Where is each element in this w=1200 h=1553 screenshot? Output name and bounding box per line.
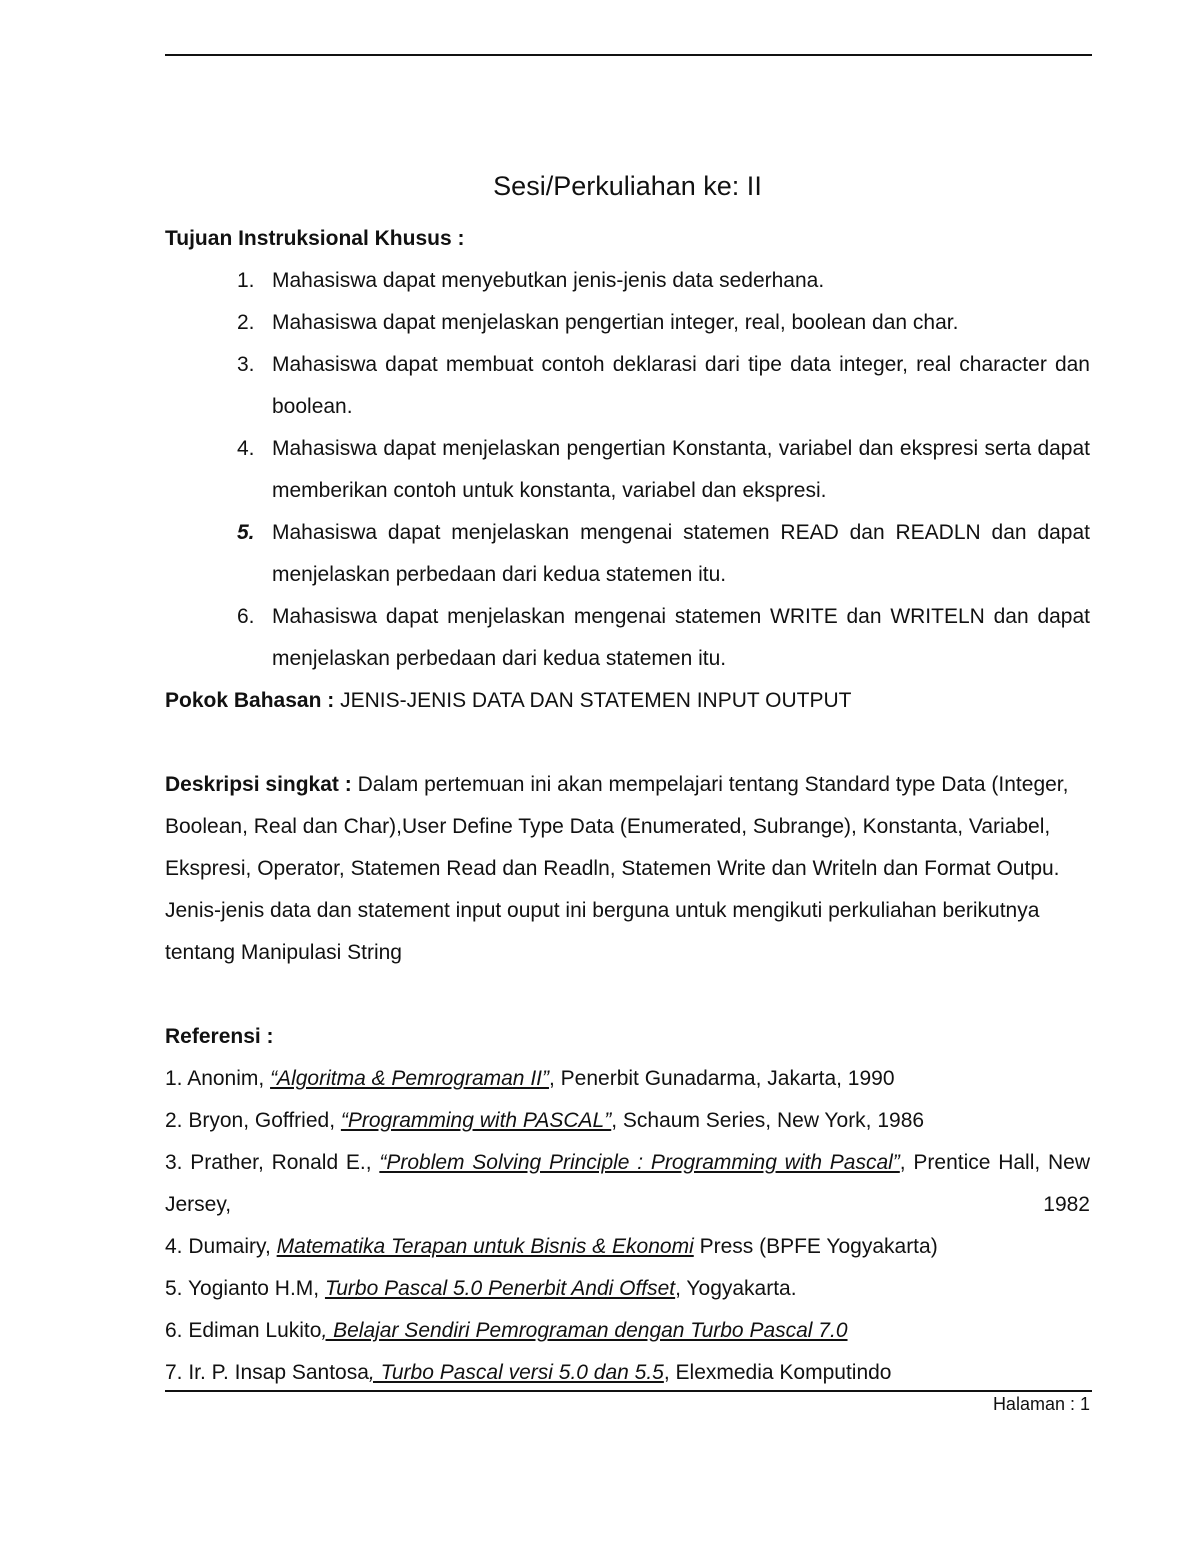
document-page	[165, 166, 1090, 1394]
item-number: 6.	[237, 605, 255, 628]
item-text: Mahasiswa dapat menjelaskan mengenai statemen READ dan READLN dan dapat menjelaskan perbedaan dari kedua statemen itu.	[272, 521, 1090, 586]
reference-author: 3. Prather, Ronald E.,	[165, 1151, 380, 1174]
reference-title: , Turbo Pascal versi 5.0 dan 5.5	[368, 1361, 664, 1384]
reference-publisher: , Schaum Series, New York, 1986	[611, 1109, 925, 1132]
reference-publisher: , Prentice Hall, New Jersey, 1982	[165, 1151, 1090, 1216]
topic-label: Pokok Bahasan :	[165, 689, 335, 712]
reference-author: 1. Anonim,	[165, 1067, 271, 1090]
reference-item	[165, 1226, 1090, 1268]
reference-title: Matematika Terapan untuk Bisnis & Ekonomi	[276, 1235, 694, 1258]
item-number: 3.	[237, 353, 255, 376]
item-text: Mahasiswa dapat menjelaskan mengenai statemen WRITE dan WRITELN dan dapat menjelaskan perbedaan dari kedua statemen itu.	[272, 605, 1090, 670]
reference-item	[165, 1058, 1090, 1100]
footer-rule	[165, 1390, 1092, 1392]
reference-title: “Problem Solving Principle : Programming with Pascal”	[379, 1151, 900, 1174]
reference-publisher: , Yogyakarta.	[675, 1277, 797, 1300]
reference-publisher: , Penerbit Gunadarma, Jakarta, 1990	[548, 1067, 895, 1090]
item-number: 4.	[237, 437, 255, 460]
reference-item	[165, 1352, 1090, 1394]
reference-publisher: , Elexmedia Komputindo	[663, 1361, 892, 1384]
topic-value: JENIS-JENIS DATA DAN STATEMEN INPUT OUTPUT	[334, 689, 852, 712]
reference-author: 4. Dumairy,	[165, 1235, 277, 1258]
reference-item	[165, 1100, 1090, 1142]
list-item	[165, 260, 1090, 302]
reference-author: 2. Bryon, Goffried,	[165, 1109, 341, 1132]
objectives-list	[165, 260, 1090, 680]
reference-title: , Belajar Sendiri Pemrograman dengan Turbo Pascal 7.0	[321, 1319, 848, 1342]
item-text: Mahasiswa dapat menjelaskan pengertian integer, real, boolean dan char.	[272, 311, 959, 334]
references-heading: Referensi :	[165, 1025, 274, 1048]
reference-title: “Algoritma & Pemrograman II”	[270, 1067, 549, 1090]
header-rule	[165, 54, 1092, 56]
reference-author: 7. Ir. P. Insap Santosa	[165, 1361, 369, 1384]
list-item	[165, 512, 1090, 596]
list-item	[165, 596, 1090, 680]
reference-author: 6. Ediman Lukito	[165, 1319, 322, 1342]
reference-author: 5. Yogianto H.M,	[165, 1277, 325, 1300]
reference-item	[165, 1310, 1090, 1352]
list-item	[165, 428, 1090, 512]
reference-item	[165, 1142, 1090, 1226]
list-item	[165, 344, 1090, 428]
reference-item	[165, 1268, 1090, 1310]
description-label: Deskripsi singkat :	[165, 773, 352, 796]
reference-title: Turbo Pascal 5.0 Penerbit Andi Offset	[324, 1277, 676, 1300]
item-text: Mahasiswa dapat membuat contoh deklarasi dari tipe data integer, real character dan boolean.	[272, 353, 1090, 418]
item-number: 2.	[237, 311, 255, 334]
page-title: Sesi/Perkuliahan ke: II	[493, 171, 762, 201]
reference-title: “Programming with PASCAL”	[340, 1109, 612, 1132]
item-text: Mahasiswa dapat menyebutkan jenis-jenis data sederhana.	[272, 269, 825, 292]
description-paragraph	[165, 764, 1090, 974]
description-text: Dalam pertemuan ini akan mempelajari tentang Standard type Data (Integer, Boolean, Real dan Char),User Define Type Data (Enumerated, Subrange), Konstanta, Variabel, Ekspresi, Operator, Statemen Read dan Readln, Statemen Write dan Writeln dan Format Outpu. Jenis-jenis data dan statement input ouput ini berguna untuk mengikuti perkuliahan berikutnya tentang Manipulasi String	[165, 773, 1069, 964]
page-number: Halaman : 1	[992, 1394, 1090, 1414]
reference-publisher: Press (BPFE Yogyakarta)	[693, 1235, 938, 1258]
item-text: Mahasiswa dapat menjelaskan pengertian Konstanta, variabel dan ekspresi serta dapat memberikan contoh untuk konstanta, variabel dan ekspresi.	[272, 437, 1090, 502]
topic-line	[165, 680, 1090, 722]
item-number: 1.	[237, 269, 255, 292]
list-item	[165, 302, 1090, 344]
objectives-heading: Tujuan Instruksional Khusus :	[165, 227, 465, 250]
item-number: 5.	[237, 521, 255, 544]
